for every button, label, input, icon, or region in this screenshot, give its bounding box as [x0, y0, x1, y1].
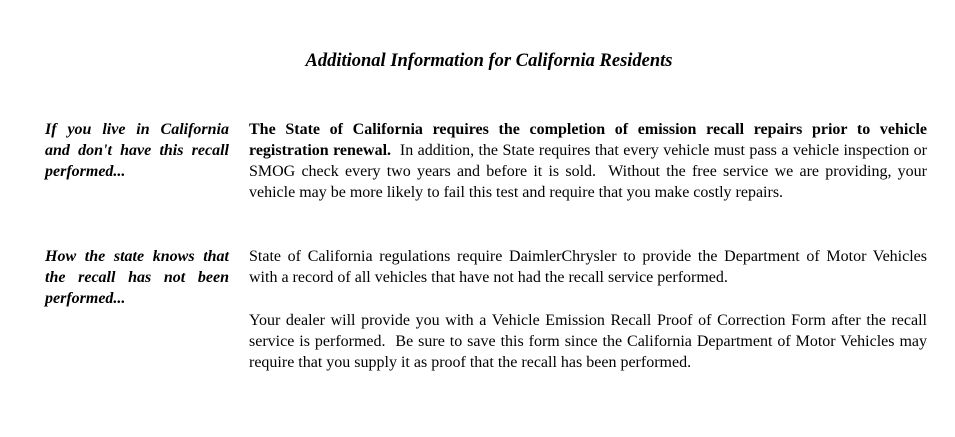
section-paragraph-proof-of-correction: Your dealer will provide you with a Vehicle Emission Recall Proof of Correction Form after the recall service is performed. Be sure to save this form since the California Department of Motor Vehicles may require that you supply it as proof that the recall has been performed. — [249, 312, 931, 371]
section-label-state-knows: How the state knows that the recall has not been performed... — [45, 248, 229, 307]
smog-check-text: In addition, the State requires that every vehicle must pass a vehicle inspection or SMOG check every two years and before it is sold. Without the free service we are providing, your vehicle may be more likely to fail this test and require that you make costly repairs. — [249, 142, 931, 201]
section-label-california-residents: If you live in California and don't have this recall performed... — [45, 121, 229, 180]
section-paragraph-dmv-record: State of California regulations require DaimlerChrysler to provide the Department of Motor Vehicles with a record of all vehicles that have not had the recall service performed. — [249, 248, 927, 286]
section-paragraph-emission-requirement — [249, 119, 931, 203]
bold-requirement-statement: The State of California requires the completion of emission recall repairs prior to vehicle registration renewal. — [249, 121, 927, 159]
page-title: Additional Information for California Residents — [305, 51, 673, 71]
